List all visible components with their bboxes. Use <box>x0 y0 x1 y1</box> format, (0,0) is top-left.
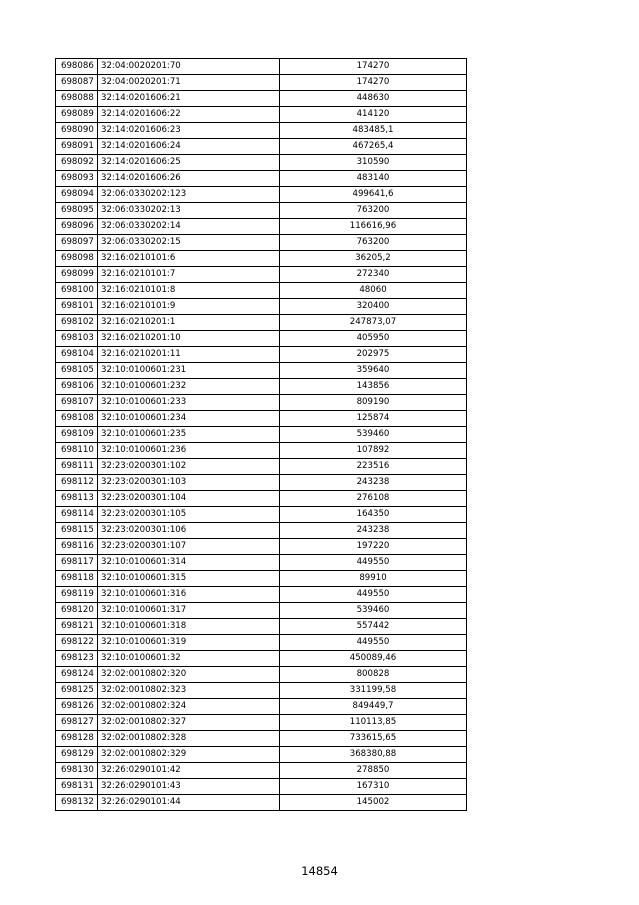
row-number-cell: 698104 <box>56 347 98 363</box>
cadastral-number-cell: 32:06:0330202:13 <box>98 203 280 219</box>
row-number-cell: 698109 <box>56 427 98 443</box>
row-number-cell: 698124 <box>56 667 98 683</box>
table-row <box>56 475 467 491</box>
cadastral-number-cell: 32:02:0010802:320 <box>98 667 280 683</box>
value-cell: 331199,58 <box>280 683 467 699</box>
value-cell: 448630 <box>280 91 467 107</box>
cadastral-number-cell: 32:10:0100601:319 <box>98 635 280 651</box>
value-cell: 89910 <box>280 571 467 587</box>
row-number-cell: 698096 <box>56 219 98 235</box>
cadastral-number-cell: 32:04:0020201:70 <box>98 59 280 75</box>
cadastral-number-cell: 32:14:0201606:24 <box>98 139 280 155</box>
cadastral-number-cell: 32:16:0210201:10 <box>98 331 280 347</box>
table-row <box>56 651 467 667</box>
table-row <box>56 507 467 523</box>
value-cell: 145002 <box>280 795 467 811</box>
table-row <box>56 683 467 699</box>
table-row <box>56 523 467 539</box>
value-cell: 483485,1 <box>280 123 467 139</box>
row-number-cell: 698097 <box>56 235 98 251</box>
cadastral-number-cell: 32:16:0210201:1 <box>98 315 280 331</box>
value-cell: 197220 <box>280 539 467 555</box>
value-cell: 272340 <box>280 267 467 283</box>
cadastral-number-cell: 32:26:0290101:43 <box>98 779 280 795</box>
row-number-cell: 698092 <box>56 155 98 171</box>
table-row <box>56 139 467 155</box>
value-cell: 276108 <box>280 491 467 507</box>
table-row <box>56 715 467 731</box>
row-number-cell: 698116 <box>56 539 98 555</box>
cadastral-number-cell: 32:10:0100601:234 <box>98 411 280 427</box>
cadastral-number-cell: 32:10:0100601:232 <box>98 379 280 395</box>
table-row <box>56 747 467 763</box>
row-number-cell: 698088 <box>56 91 98 107</box>
table-row <box>56 331 467 347</box>
table-row <box>56 107 467 123</box>
row-number-cell: 698089 <box>56 107 98 123</box>
value-cell: 483140 <box>280 171 467 187</box>
row-number-cell: 698123 <box>56 651 98 667</box>
table-row <box>56 315 467 331</box>
cadastral-number-cell: 32:16:0210101:8 <box>98 283 280 299</box>
cadastral-number-cell: 32:16:0210201:11 <box>98 347 280 363</box>
cadastral-number-cell: 32:10:0100601:314 <box>98 555 280 571</box>
value-cell: 116616,96 <box>280 219 467 235</box>
value-cell: 164350 <box>280 507 467 523</box>
data-table <box>55 58 467 811</box>
table-row <box>56 427 467 443</box>
cadastral-number-cell: 32:04:0020201:71 <box>98 75 280 91</box>
cadastral-number-cell: 32:14:0201606:21 <box>98 91 280 107</box>
cadastral-number-cell: 32:10:0100601:233 <box>98 395 280 411</box>
cadastral-number-cell: 32:23:0200301:102 <box>98 459 280 475</box>
value-cell: 278850 <box>280 763 467 779</box>
value-cell: 405950 <box>280 331 467 347</box>
row-number-cell: 698086 <box>56 59 98 75</box>
value-cell: 174270 <box>280 59 467 75</box>
row-number-cell: 698112 <box>56 475 98 491</box>
table-row <box>56 587 467 603</box>
value-cell: 557442 <box>280 619 467 635</box>
table-row <box>56 75 467 91</box>
value-cell: 143856 <box>280 379 467 395</box>
value-cell: 539460 <box>280 603 467 619</box>
cadastral-number-cell: 32:16:0210101:7 <box>98 267 280 283</box>
table-body <box>56 59 467 811</box>
table-row <box>56 123 467 139</box>
value-cell: 223516 <box>280 459 467 475</box>
table-row <box>56 635 467 651</box>
value-cell: 48060 <box>280 283 467 299</box>
row-number-cell: 698129 <box>56 747 98 763</box>
row-number-cell: 698106 <box>56 379 98 395</box>
cadastral-number-cell: 32:06:0330202:14 <box>98 219 280 235</box>
row-number-cell: 698115 <box>56 523 98 539</box>
table-row <box>56 187 467 203</box>
cadastral-number-cell: 32:26:0290101:44 <box>98 795 280 811</box>
value-cell: 320400 <box>280 299 467 315</box>
value-cell: 310590 <box>280 155 467 171</box>
value-cell: 763200 <box>280 203 467 219</box>
table-row <box>56 763 467 779</box>
row-number-cell: 698121 <box>56 619 98 635</box>
row-number-cell: 698131 <box>56 779 98 795</box>
cadastral-number-cell: 32:16:0210101:6 <box>98 251 280 267</box>
row-number-cell: 698100 <box>56 283 98 299</box>
row-number-cell: 698090 <box>56 123 98 139</box>
row-number-cell: 698107 <box>56 395 98 411</box>
row-number-cell: 698119 <box>56 587 98 603</box>
value-cell: 368380,88 <box>280 747 467 763</box>
table-row <box>56 539 467 555</box>
table-row <box>56 219 467 235</box>
value-cell: 247873,07 <box>280 315 467 331</box>
cadastral-number-cell: 32:10:0100601:315 <box>98 571 280 587</box>
cadastral-number-cell: 32:06:0330202:123 <box>98 187 280 203</box>
table-row <box>56 459 467 475</box>
row-number-cell: 698094 <box>56 187 98 203</box>
value-cell: 359640 <box>280 363 467 379</box>
cadastral-number-cell: 32:16:0210101:9 <box>98 299 280 315</box>
row-number-cell: 698095 <box>56 203 98 219</box>
table-row <box>56 91 467 107</box>
value-cell: 809190 <box>280 395 467 411</box>
row-number-cell: 698128 <box>56 731 98 747</box>
value-cell: 450089,46 <box>280 651 467 667</box>
cadastral-number-cell: 32:23:0200301:105 <box>98 507 280 523</box>
table-row <box>56 667 467 683</box>
value-cell: 174270 <box>280 75 467 91</box>
row-number-cell: 698127 <box>56 715 98 731</box>
row-number-cell: 698111 <box>56 459 98 475</box>
row-number-cell: 698117 <box>56 555 98 571</box>
table-row <box>56 443 467 459</box>
table-row <box>56 395 467 411</box>
value-cell: 125874 <box>280 411 467 427</box>
table-row <box>56 171 467 187</box>
page-number: 14854 <box>301 864 338 878</box>
table-row <box>56 299 467 315</box>
row-number-cell: 698120 <box>56 603 98 619</box>
cadastral-number-cell: 32:23:0200301:106 <box>98 523 280 539</box>
cadastral-number-cell: 32:23:0200301:107 <box>98 539 280 555</box>
cadastral-number-cell: 32:14:0201606:22 <box>98 107 280 123</box>
table-row <box>56 411 467 427</box>
cadastral-number-cell: 32:10:0100601:316 <box>98 587 280 603</box>
value-cell: 449550 <box>280 635 467 651</box>
value-cell: 849449,7 <box>280 699 467 715</box>
value-cell: 539460 <box>280 427 467 443</box>
table-row <box>56 779 467 795</box>
cadastral-number-cell: 32:06:0330202:15 <box>98 235 280 251</box>
table-row <box>56 283 467 299</box>
value-cell: 243238 <box>280 523 467 539</box>
table-row <box>56 235 467 251</box>
value-cell: 414120 <box>280 107 467 123</box>
table-row <box>56 347 467 363</box>
table-row <box>56 619 467 635</box>
value-cell: 202975 <box>280 347 467 363</box>
row-number-cell: 698102 <box>56 315 98 331</box>
cadastral-number-cell: 32:02:0010802:328 <box>98 731 280 747</box>
cadastral-number-cell: 32:10:0100601:236 <box>98 443 280 459</box>
table-row <box>56 203 467 219</box>
value-cell: 733615,65 <box>280 731 467 747</box>
value-cell: 467265,4 <box>280 139 467 155</box>
row-number-cell: 698099 <box>56 267 98 283</box>
row-number-cell: 698126 <box>56 699 98 715</box>
value-cell: 167310 <box>280 779 467 795</box>
row-number-cell: 698110 <box>56 443 98 459</box>
cadastral-number-cell: 32:23:0200301:104 <box>98 491 280 507</box>
cadastral-number-cell: 32:23:0200301:103 <box>98 475 280 491</box>
cadastral-number-cell: 32:14:0201606:26 <box>98 171 280 187</box>
value-cell: 243238 <box>280 475 467 491</box>
cadastral-number-cell: 32:10:0100601:231 <box>98 363 280 379</box>
row-number-cell: 698098 <box>56 251 98 267</box>
row-number-cell: 698091 <box>56 139 98 155</box>
row-number-cell: 698108 <box>56 411 98 427</box>
cadastral-number-cell: 32:26:0290101:42 <box>98 763 280 779</box>
table-row <box>56 731 467 747</box>
table-row <box>56 571 467 587</box>
value-cell: 107892 <box>280 443 467 459</box>
table-row <box>56 251 467 267</box>
table-row <box>56 155 467 171</box>
row-number-cell: 698130 <box>56 763 98 779</box>
table-row <box>56 59 467 75</box>
table-row <box>56 267 467 283</box>
cadastral-number-cell: 32:10:0100601:235 <box>98 427 280 443</box>
cadastral-number-cell: 32:10:0100601:32 <box>98 651 280 667</box>
cadastral-number-cell: 32:02:0010802:324 <box>98 699 280 715</box>
table-row <box>56 603 467 619</box>
row-number-cell: 698113 <box>56 491 98 507</box>
table-row <box>56 379 467 395</box>
table-row <box>56 555 467 571</box>
row-number-cell: 698118 <box>56 571 98 587</box>
cadastral-number-cell: 32:02:0010802:329 <box>98 747 280 763</box>
row-number-cell: 698122 <box>56 635 98 651</box>
row-number-cell: 698125 <box>56 683 98 699</box>
cadastral-number-cell: 32:10:0100601:317 <box>98 603 280 619</box>
value-cell: 499641,6 <box>280 187 467 203</box>
row-number-cell: 698093 <box>56 171 98 187</box>
value-cell: 110113,85 <box>280 715 467 731</box>
cadastral-number-cell: 32:02:0010802:323 <box>98 683 280 699</box>
table-row <box>56 491 467 507</box>
row-number-cell: 698103 <box>56 331 98 347</box>
value-cell: 36205,2 <box>280 251 467 267</box>
table-row <box>56 699 467 715</box>
table-row <box>56 795 467 811</box>
value-cell: 800828 <box>280 667 467 683</box>
row-number-cell: 698114 <box>56 507 98 523</box>
cadastral-number-cell: 32:02:0010802:327 <box>98 715 280 731</box>
cadastral-number-cell: 32:14:0201606:23 <box>98 123 280 139</box>
row-number-cell: 698087 <box>56 75 98 91</box>
cadastral-number-cell: 32:10:0100601:318 <box>98 619 280 635</box>
row-number-cell: 698132 <box>56 795 98 811</box>
value-cell: 763200 <box>280 235 467 251</box>
value-cell: 449550 <box>280 555 467 571</box>
value-cell: 449550 <box>280 587 467 603</box>
row-number-cell: 698105 <box>56 363 98 379</box>
cadastral-number-cell: 32:14:0201606:25 <box>98 155 280 171</box>
table-row <box>56 363 467 379</box>
row-number-cell: 698101 <box>56 299 98 315</box>
